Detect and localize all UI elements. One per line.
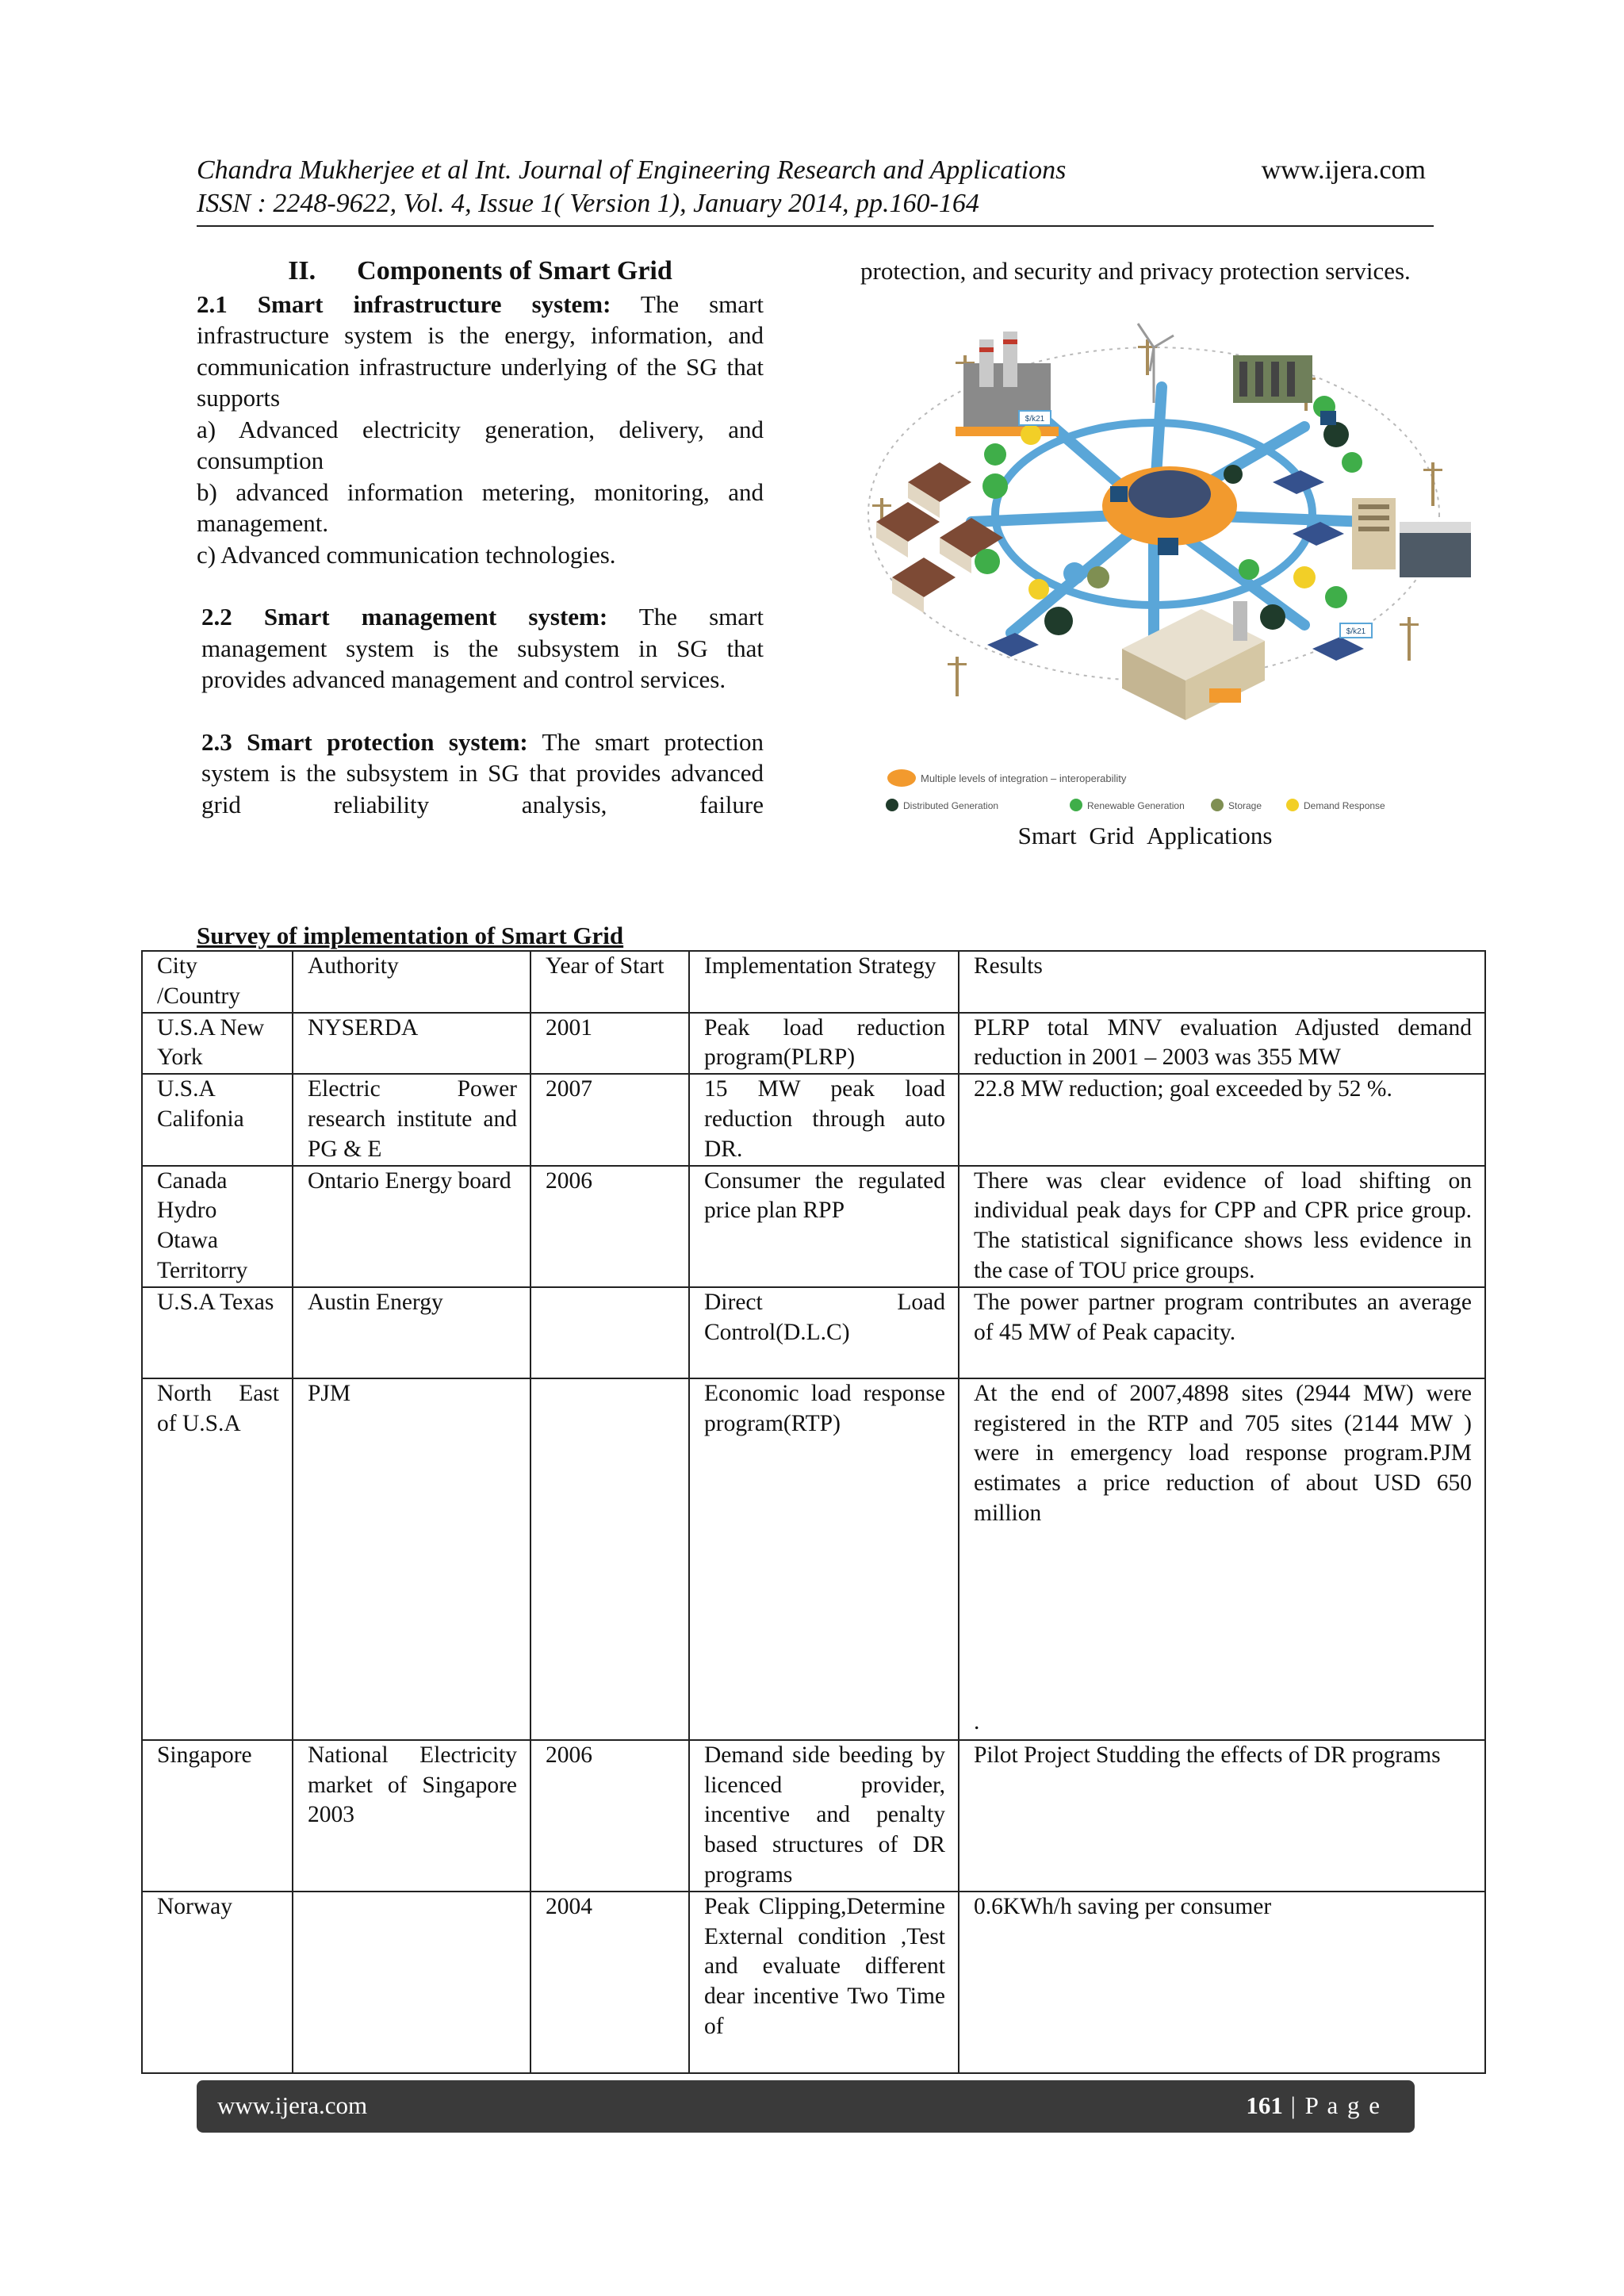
legend-storage: Storage: [1228, 800, 1262, 811]
page-number-value: 161: [1246, 2091, 1283, 2119]
cell-strategy: Economic load response program(RTP): [689, 1378, 959, 1740]
cell-city: U.S.A Califonia: [142, 1074, 293, 1165]
cell-results: There was clear evidence of load shifting on individual peak days for CPP and CPR price group. The statistical significance shows less evidence in the case of TOU price groups.: [959, 1166, 1485, 1287]
paragraph-text: The smart management system is the subsystem in SG that provides advanced management and control services.: [201, 603, 764, 693]
survey-table: [141, 950, 1486, 2074]
cell-year: 2006: [530, 1740, 689, 1892]
cell-year: 2007: [530, 1074, 689, 1165]
cell-strategy: Peak Clipping,Determine External condition ,Test and evaluate different dear incentive Two Time of: [689, 1892, 959, 2073]
cell-authority: PJM: [293, 1378, 530, 1740]
cell-city: Norway: [142, 1892, 293, 2073]
cell-strategy: 15 MW peak load reduction through auto DR.: [689, 1074, 959, 1165]
factory: [1122, 601, 1265, 720]
list-item: c) Advanced communication technologies.: [197, 540, 616, 569]
office-buildings: [1352, 498, 1471, 577]
header-strategy: Implementation Strategy: [689, 951, 959, 1013]
cell-year: [530, 1287, 689, 1378]
substation: [1233, 355, 1312, 403]
cell-year: [530, 1378, 689, 1740]
cell-authority: [293, 1892, 530, 2073]
cell-city: Singapore: [142, 1740, 293, 1892]
cell-authority: Austin Energy: [293, 1287, 530, 1378]
section-number: II.: [288, 256, 316, 286]
page-label: | P a g e: [1282, 2091, 1381, 2119]
meter-label: $/k21: [1346, 627, 1366, 636]
caption-word: Applications: [1146, 822, 1273, 849]
subsection-heading: 2.2 Smart management system:: [201, 603, 608, 631]
results-tail: .: [974, 1708, 980, 1734]
legend-swatch-distributed: [886, 799, 898, 811]
left-column: [197, 255, 764, 820]
cell-city: Canada Hydro Otawa Territorry: [142, 1166, 293, 1287]
table-row: [142, 1287, 1485, 1378]
section-title: Components of Smart Grid: [357, 256, 672, 286]
table-row: [142, 1013, 1485, 1075]
page-header: [197, 154, 1434, 227]
cell-city: U.S.A Texas: [142, 1287, 293, 1378]
paragraph-text: The smart protection system is the subsystem in SG that provides advanced grid reliability analysis, failure: [201, 727, 764, 818]
figure-legend: [886, 769, 1385, 811]
legend-distributed-generation: Distributed Generation: [903, 800, 999, 811]
table-row: [142, 1378, 1485, 1740]
figure-caption: [860, 822, 1430, 850]
paragraph-text: The smart infrastructure system is the energy, information, and communication infrastructure underlying of the SG that supports: [197, 289, 764, 412]
footer-website[interactable]: www.ijera.com: [217, 2091, 368, 2119]
cell-year: 2001: [530, 1013, 689, 1075]
paragraph-2-3: [197, 726, 764, 821]
table-title: Survey of implementation of Smart Grid: [197, 922, 624, 949]
table-row: [142, 1892, 1485, 2073]
cell-authority: Electric Power research institute and PG & E: [293, 1074, 530, 1165]
header-authority: Authority: [293, 951, 530, 1013]
legend-integration: Multiple levels of integration – interoperability: [921, 772, 1127, 784]
cell-results: PLRP total MNV evaluation Adjusted demand reduction in 2001 – 2003 was 355 MW: [959, 1013, 1485, 1075]
subsection-heading: 2.3 Smart protection system:: [201, 727, 528, 756]
cell-year: 2006: [530, 1166, 689, 1287]
smart-grid-illustration: [860, 316, 1495, 823]
control-center: [1128, 470, 1211, 518]
header-city: City /Country: [142, 951, 293, 1013]
cell-strategy: Demand side beeding by licenced provider, incentive and penalty based structures of DR programs: [689, 1740, 959, 1892]
cell-results: 0.6KWh/h saving per consumer: [959, 1892, 1485, 2073]
caption-word: Smart: [1017, 822, 1077, 849]
caption-word: Grid: [1089, 822, 1135, 849]
cell-strategy: Consumer the regulated price plan RPP: [689, 1166, 959, 1287]
header-year: Year of Start: [530, 951, 689, 1013]
wind-turbine: [1138, 324, 1174, 403]
cell-city: U.S.A New York: [142, 1013, 293, 1075]
legend-demand-response: Demand Response: [1304, 800, 1385, 811]
cell-results: [959, 1378, 1485, 1740]
meter-label: $/k21: [1025, 415, 1045, 424]
header-results: Results: [959, 951, 1485, 1013]
legend-swatch-demand: [1286, 799, 1299, 811]
issn-line: ISSN : 2248-9622, Vol. 4, Issue 1( Version 1), January 2014, pp.160-164: [197, 189, 979, 218]
table-row: [142, 1166, 1485, 1287]
journal-website[interactable]: www.ijera.com: [1261, 155, 1426, 185]
cell-authority: National Electricity market of Singapore 2003: [293, 1740, 530, 1892]
cell-year: 2004: [530, 1892, 689, 2073]
section-heading: [197, 255, 764, 287]
legend-swatch-renewable: [1070, 799, 1082, 811]
table-header-row: [142, 951, 1485, 1013]
legend-renewable-generation: Renewable Generation: [1087, 800, 1185, 811]
cell-city: North East of U.S.A: [142, 1378, 293, 1740]
table-row: [142, 1074, 1485, 1165]
legend-swatch-integration: [887, 769, 916, 787]
list-item: a) Advanced electricity generation, delivery, and consumption: [197, 415, 764, 474]
legend-swatch-storage: [1211, 799, 1224, 811]
paragraph-2-1: [197, 289, 764, 414]
right-column-continuation: protection, and security and privacy protection services.: [860, 257, 1411, 285]
journal-citation: Chandra Mukherjee et al Int. Journal of Engineering Research and Applications: [197, 155, 1067, 185]
cell-results: Pilot Project Studding the effects of DR programs: [959, 1740, 1485, 1892]
subsection-heading: 2.1 Smart infrastructure system:: [197, 289, 611, 318]
cell-authority: Ontario Energy board: [293, 1166, 530, 1287]
results-text: At the end of 2007,4898 sites (2944 MW) were registered in the RTP and 705 sites (2144 MW ) were in emergency load response program.PJM estimates a price reduction of about USD 650 million: [974, 1380, 1472, 1526]
page-footer: [197, 2080, 1415, 2133]
cell-results: The power partner program contributes an average of 45 MW of Peak capacity.: [959, 1287, 1485, 1378]
cell-strategy: Peak load reduction program(PLRP): [689, 1013, 959, 1075]
cell-strategy: Direct Load Control(D.L.C): [689, 1287, 959, 1378]
list-item: b) advanced information metering, monitoring, and management.: [197, 477, 764, 537]
page-number: [1246, 2091, 1381, 2120]
cell-results: 22.8 MW reduction; goal exceeded by 52 %.: [959, 1074, 1485, 1165]
table-row: [142, 1740, 1485, 1892]
paragraph-2-2: [197, 601, 764, 696]
cell-authority: NYSERDA: [293, 1013, 530, 1075]
